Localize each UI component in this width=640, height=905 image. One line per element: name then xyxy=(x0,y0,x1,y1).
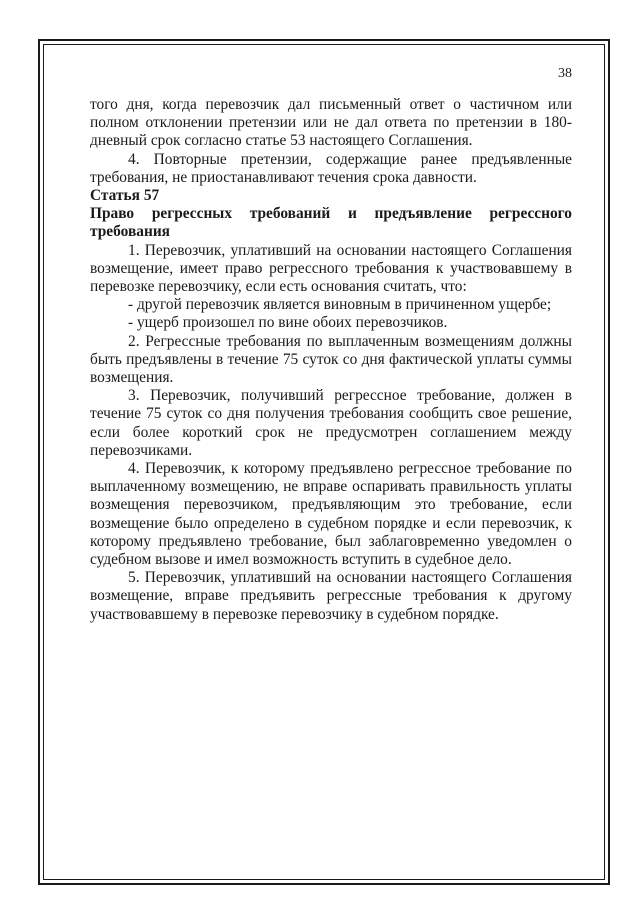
paragraph-item-2: 2. Регрессные требования по выплаченным возмещениям должны быть предъявлены в течение 75 суток со дня фактической уплаты суммы возмещения. xyxy=(90,332,572,387)
paragraph-bullet-2: - ущерб произошел по вине обоих перевозчиков. xyxy=(128,314,448,332)
paragraph-item-4b: 4. Перевозчик, к которому предъявлено регрессное требование по выплаченному возмещению, не вправе оспаривать правильность уплаты возмещения перевозчиком, предъявляющим это требование, если возмещение было определено в судебном порядке и если перевозчик, к которому предъявлено требование, был заблаговременно уведомлен о судебном вызове и имел возможность вступить в судебное дело. xyxy=(90,460,572,569)
document-body xyxy=(90,96,572,624)
article-title: Право регрессных требований и предъявление регрессного требования xyxy=(90,205,572,241)
paragraph-item-1: 1. Перевозчик, уплативший на основании настоящего Соглашения возмещение, имеет право регрессного требования к участвовавшему в перевозке перевозчику, если есть основания считать, что: xyxy=(90,241,572,296)
article-number: Статья 57 xyxy=(90,187,160,205)
paragraph-item-4: 4. Повторные претензии, содержащие ранее предъявленные требования, не приостанавливают течения срока давности. xyxy=(90,150,572,186)
paragraph-bullet-1: - другой перевозчик является виновным в причиненном ущербе; xyxy=(128,296,552,314)
page-number: 38 xyxy=(558,66,572,81)
paragraph-item-5: 5. Перевозчик, уплативший на основании настоящего Соглашения возмещение, вправе предъявить регрессные требования к другому участвовавшему в перевозке перевозчику в судебном порядке. xyxy=(90,569,572,623)
paragraph-continuation: того дня, когда перевозчик дал письменный ответ о частичном или полном отклонении претензии или не дал ответа по претензии в 180-дневный срок согласно статье 53 настоящего Соглашения. xyxy=(90,96,572,150)
paragraph-item-3: 3. Перевозчик, получивший регрессное требование, должен в течение 75 суток со дня получения требования сообщить свое решение, если более короткий срок не предусмотрен соглашением между перевозчиками. xyxy=(90,387,572,459)
